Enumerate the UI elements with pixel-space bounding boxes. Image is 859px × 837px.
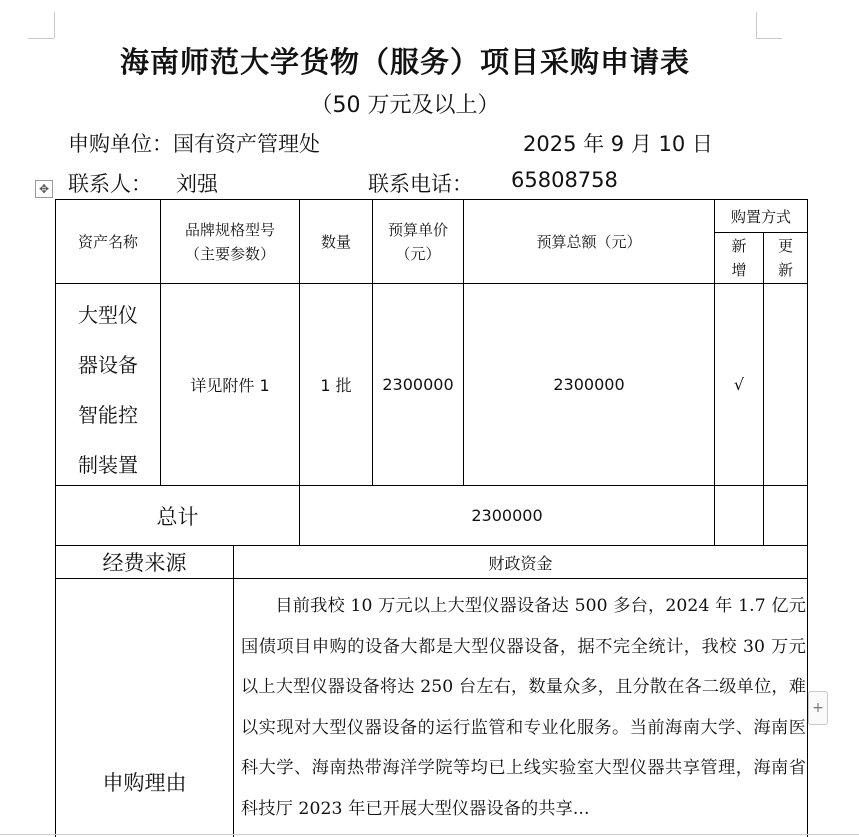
item-total: 2300000: [553, 375, 625, 394]
funding-label: 经费来源: [102, 551, 187, 575]
contact-name: 刘强: [176, 172, 218, 196]
application-date: 2025 年 9 月 10 日: [523, 132, 713, 156]
phone-number: 65808758: [511, 168, 618, 192]
page-corner-mark: [756, 12, 757, 38]
header-asset-name: 资产名称: [77, 233, 138, 251]
header-unit-price: 预算单价 （元）: [387, 220, 448, 263]
page-bottom-edge: [0, 834, 859, 835]
item-asset-name: 大型仪 器设备 智能控 制装置: [78, 303, 138, 477]
reason-text[interactable]: 目前我校 10 万元以上大型仪器设备达 500 多台，2024 年 1.7 亿元国债项目申购的设备大都是大型仪器设备，据不完全统计，我校 30 万元以上大型仪器设备将达 250 台左右，数量众多，且分散在各二级单位，难以实现对大型仪器设备的运行监管和专业化服务。当前海南大学、海南医科大学、海南热带海洋学院等均已上线实验室大型仪器共享管理，海南省科技厅 2023 年已开展大型仪器设备的共享...: [241, 596, 806, 819]
move-handle-icon[interactable]: ✥: [35, 180, 53, 198]
funding-value: 财政资金: [488, 553, 553, 573]
page-subtitle: （50 万元及以上）: [310, 93, 500, 118]
total-label: 总计: [156, 504, 199, 529]
page-corner-mark: [28, 38, 54, 39]
item-update-mark: [764, 284, 807, 485]
header-quantity: 数量: [320, 233, 351, 251]
page-corner-mark: [54, 12, 55, 38]
dept-label: 申购单位：国有资产管理处: [68, 132, 320, 156]
header-new: 新 增: [731, 237, 747, 279]
total-value: 2300000: [471, 506, 543, 525]
header-update: 更 新: [777, 237, 793, 279]
contact-label: 联系人：: [68, 172, 152, 196]
phone-label: 联系电话：: [368, 172, 473, 196]
plus-icon[interactable]: +: [808, 691, 828, 725]
header-purchase-method: 购置方式: [730, 207, 791, 226]
page-corner-mark: [756, 38, 782, 39]
item-spec: 详见附件 1: [190, 376, 270, 395]
page-title: 海南师范大学货物（服务）项目采购申请表: [119, 45, 690, 79]
header-spec: 品牌规格型号 （主要参数）: [184, 220, 275, 263]
reason-label: 申购理由: [102, 771, 187, 795]
item-unit-price: 2300000: [382, 375, 454, 394]
item-quantity: 1 批: [320, 376, 352, 395]
item-new-checkmark: √: [733, 375, 745, 394]
header-total: 预算总额（元）: [536, 233, 642, 251]
